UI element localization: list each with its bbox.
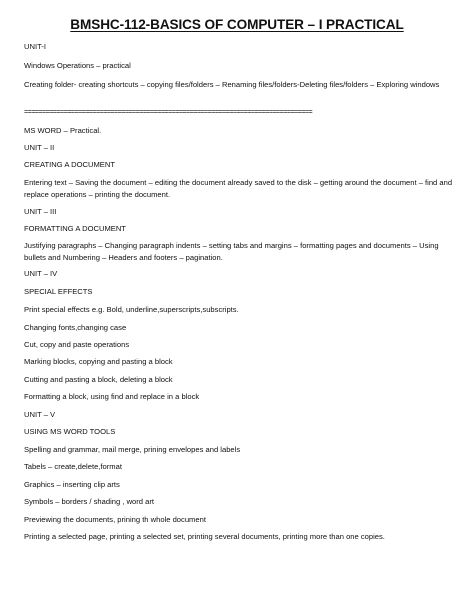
unit2-topics: Entering text – Saving the document – editing the document already saved to the disk – getting around the document – find and replace operations – printing the document. [24,178,453,199]
list-item: Cutting and pasting a block, deleting a block [24,375,173,384]
unit2-intro: MS WORD – Practical. [24,126,102,135]
unit1-heading: UNIT-I [24,42,46,51]
list-item: Cut, copy and paste operations [24,340,130,349]
unit2-heading: UNIT – II [24,143,55,152]
list-item: Printing a selected page, printing a selected set, printing several documents, printing more than one copies. [24,532,385,541]
unit4-heading: UNIT – IV [24,269,58,278]
unit4-subtitle: SPECIAL EFFECTS [24,287,93,296]
separator-line: ================================================================================ [24,109,313,117]
unit1-topics: Creating folder- creating shortcuts – copying files/folders – Renaming files/folders-Deleting files/folders – Exploring windows [24,80,440,89]
list-item: Marking blocks, copying and pasting a block [24,357,173,366]
list-item: Tabels – create,delete,format [24,462,122,471]
unit3-heading: UNIT – III [24,207,57,216]
list-item: Formatting a block, using find and replace in a block [24,392,200,401]
list-item: Print special effects e.g. Bold, underline,superscripts,subscripts. [24,305,239,314]
unit3-subtitle: FORMATTING A DOCUMENT [24,224,126,233]
unit3-topics: Justifying paragraphs – Changing paragraph indents – setting tabs and margins – formatting pages and documents – Using bullets and Numbering – Headers and footers – pagination. [24,241,439,262]
list-item: Previewing the documents, prining th whole document [24,515,206,524]
unit5-heading: UNIT – V [24,410,56,419]
list-item: Symbols – borders / shading , word art [24,497,154,506]
document-title: BMSHC-112-BASICS OF COMPUTER – I PRACTICAL [70,17,404,32]
list-item: Graphics – inserting clip arts [24,480,120,489]
list-item: Spelling and grammar, mail merge, prining envelopes and labels [24,445,241,454]
unit5-subtitle: USING MS WORD TOOLS [24,427,116,436]
unit2-subtitle: CREATING A DOCUMENT [24,160,115,169]
unit1-subtitle: Windows Operations – practical [24,61,131,70]
list-item: Changing fonts,changing case [24,323,127,332]
